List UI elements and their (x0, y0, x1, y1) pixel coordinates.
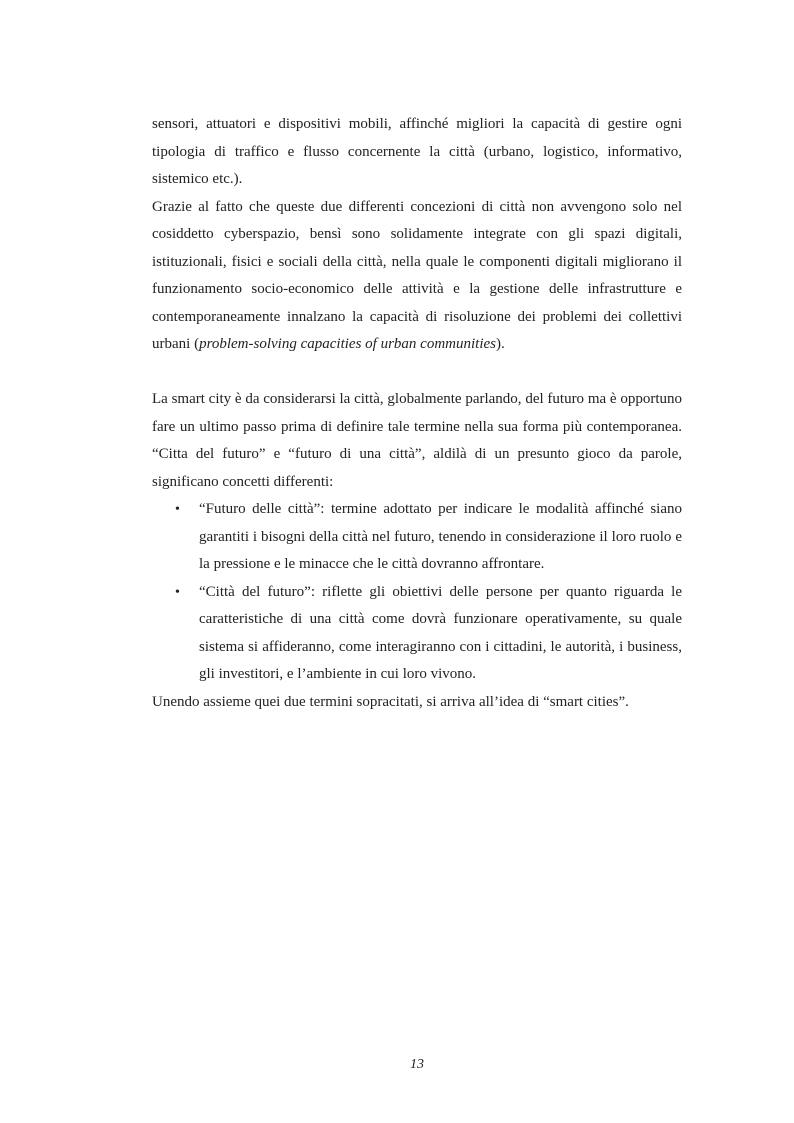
page-number: 13 (410, 1057, 424, 1072)
bullet-icon: • (175, 502, 180, 517)
bullet-list (152, 496, 682, 689)
paragraph-3: La smart city è da considerarsi la città, globalmente parlando, del futuro ma è opportuno fare un ultimo passo prima di definire tale termine nella sua forma più contemporanea. “Citta del futuro” e “futuro di una città”, aldilà di un presunto gioco da parole, significano concetti differenti: (152, 391, 682, 490)
paragraph-1: sensori, attuatori e dispositivi mobili, affinché migliori la capacità di gestire ogni tipologia di traffico e flusso concernente la città (urbano, logistico, informativo, sistemico etc.). (152, 116, 682, 187)
paragraph-4: Unendo assieme quei due termini sopracitati, si arriva all’idea di “smart cities”. (152, 693, 629, 710)
paragraph-2-italic: problem-solving capacities of urban communities (199, 336, 496, 352)
text-block-lower (152, 386, 682, 716)
bullet-icon: • (175, 584, 180, 600)
bullet-item (152, 496, 682, 579)
paragraph-2-end: ). (495, 336, 505, 352)
paragraph-2 (152, 194, 682, 359)
bullet-text: “Città del futuro”: riflette gli obiettivi delle persone per quanto riguarda le caratteristiche di una città come dovrà funzionare operativamente, su quale sistema si affideranno, come interagiranno con i cittadini, le autorità, i business, gli investitori, e l’ambiente in cui loro vivono. (199, 583, 682, 682)
paragraph-2-text: Grazie al fatto che queste due differenti concezioni di città non avvengono solo nel cosiddetto cyberspazio, bensì sono solidamente integrate con gli spazi digitali, istituzionali, fisici e sociali della città, nella quale le componenti digitali migliorano il funzionamento socio-economico delle attività e la gestione delle infrastrutture e contemporaneamente innalzano la capacità di risoluzione dei problemi dei collettivi urbani ( (152, 198, 682, 352)
bullet-text: “Futuro delle città”: termine adottato per indicare le modalità affinché siano garantiti i bisogni della città nel futuro, tenendo in considerazione il loro ruolo e la pressione e le minacce che le città dovranno affrontare. (199, 501, 682, 572)
bullet-item (152, 579, 682, 689)
text-block-upper (152, 111, 682, 359)
